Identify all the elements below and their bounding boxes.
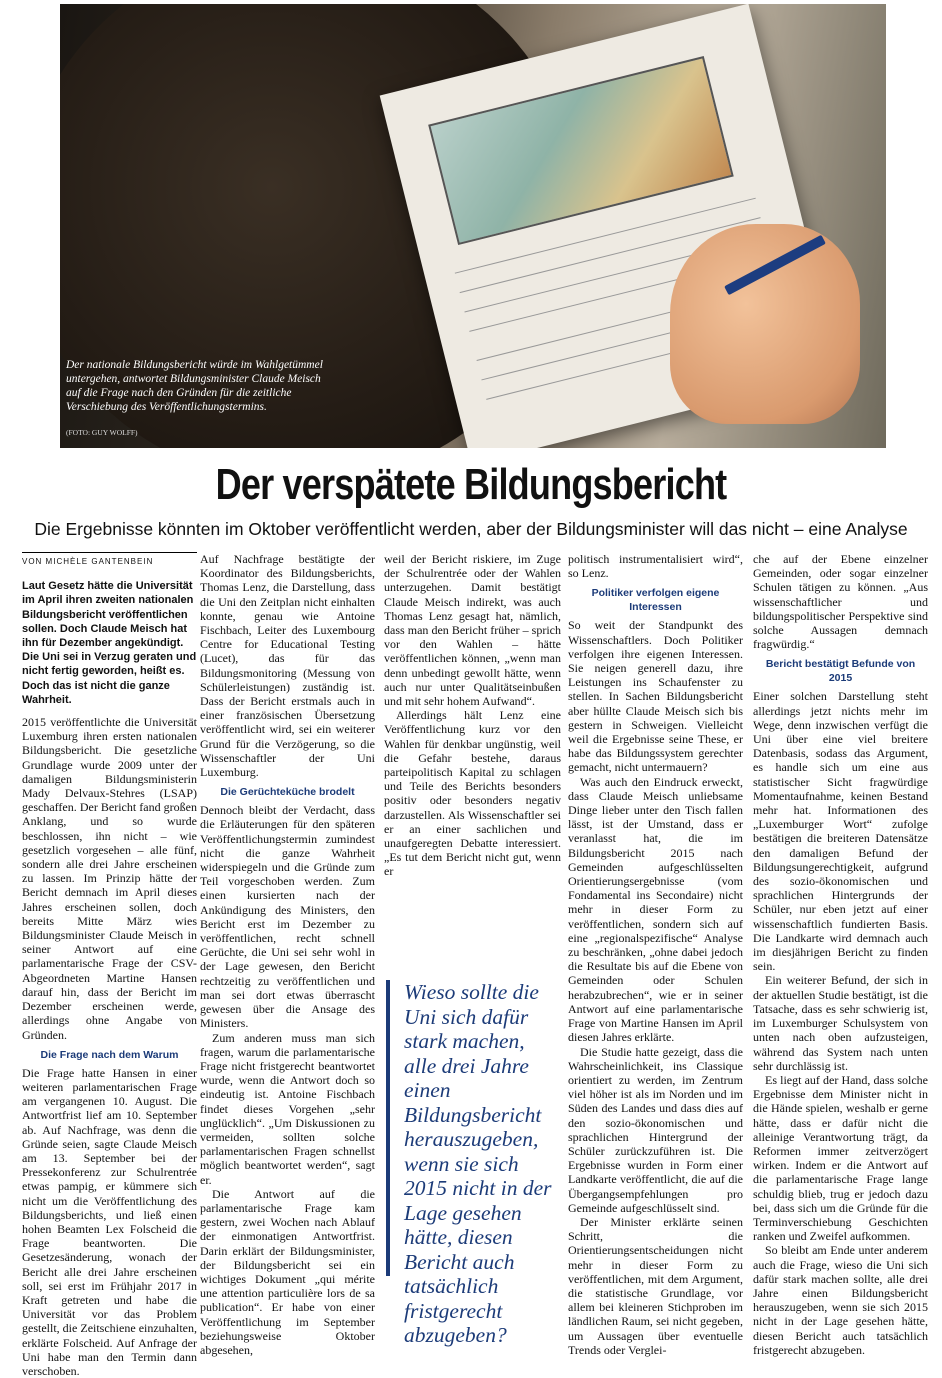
paragraph: So weit der Standpunkt des Wissenschaftlers. Doch Politiker verfolgen ihre eigenen Interessen. Sie neigen generell dazu, ihre Leistungen ins Schaufenster zu stellen. In Sachen Bildungsbericht aber hüllte Claude Meisch sich bis gestern in Schweigen. Vielleicht weil die Ergebnisse seine These, er habe das Bildungssystem gerechter gemacht, nicht untermauern?: [568, 618, 743, 775]
headline: Der verspätete Bildungsbericht: [215, 460, 727, 509]
column-2: [200, 552, 375, 1357]
pull-quote: Wieso sollte die Uni sich dafür stark machen, alle drei Jahre einen Bildungsbericht herauszugeben, wenn sie sich 2015 nicht in der Lage gesehen hätte, diesen Bericht auch tatsächlich fristgerecht abzugeben?: [386, 980, 561, 1276]
paragraph: che auf der Ebene einzelner Gemeinden, oder sogar einzelner Schulen tätigen zu können. „Aus wissenschaftlicher und bildungspolitischer Perspektive sind solche Aussagen demnach fragwürdig.“: [753, 552, 928, 652]
article-photo: [60, 4, 886, 448]
photo-caption: Der nationale Bildungsbericht würde im Wahlgetümmel untergehen, antwortet Bildungsminister Claude Meisch auf die Frage nach den Gründen für die zeitliche Verschiebung des Veröffentlichungstermins.: [66, 359, 323, 413]
worksheet-illustration: [428, 56, 734, 245]
column-3: [384, 552, 561, 879]
column-5: [753, 552, 928, 1357]
subheadline: Die Ergebnisse könnten im Oktober veröffentlicht werden, aber der Bildungsminister will das nicht – eine Analyse: [34, 519, 908, 539]
column-1: [22, 552, 197, 1378]
column-4: [568, 552, 743, 1357]
paragraph: Es liegt auf der Hand, dass solche Ergebnisse dem Minister nicht in die Hände spielen, weshalb er gerne hätte, dass er dafür nicht die alleinige Verantwortung trägt, da Reformen immer zeitverzögert wirken. Indem er die Antwort auf die parlamentarische Frage lange schuldig blieb, trug er jedoch dazu bei, dass sich um die Gründe für die Terminverschiebung Geschichten ranken und Zweifel aufkommen.: [753, 1072, 928, 1244]
subheading: Die Gerüchteküche brodelt: [220, 786, 355, 799]
paragraph: Ein weiterer Befund, der sich in der aktuellen Studie bestätigt, ist die Tatsache, dass es sehr schwierig ist, im Luxemburger Schulsystem von unten nach oben aufzusteigen, während das System nach unten sehr durchlässig ist.: [753, 973, 928, 1073]
paragraph: Einer solchen Darstellung steht allerdings jetzt nichts mehr im Wege, denn inzwischen verfügt die Uni über eine viel breitere Datenbasis, sodass das Argument, es handle sich um eine aus statistischer Sicht fragwürdige Momentaufnahme, keinen Bestand mehr hat. Informationen des „Luxemburger Wort“ zufolge bestätigen die breiteren Datensätze den damaligen Befund der Bildungsungerechtigkeit, aufgrund des sozio-ökonomischen und sprachlichen Hintergrunds der Schüler, nur eben jetzt auf einer wissenschaftlich fundierten Basis. Die Landkarte wird demnach auch im diesjährigen Bericht zu finden sein.: [753, 689, 928, 974]
paragraph: Was auch den Eindruck erweckt, dass Claude Meisch unliebsame Dinge lieber unter den Tisch fallen lässt, ist der Umstand, dass er veranlasst hat, die im Bildungsbericht 2015 nach Gemeinden aufgeschlüsselten Orientierungsergebnisse (vom Fondamental ins Secondaire) nicht mehr in dieser Form zu veröffentlichen, sondern sich auf eine „regionalspezifische“ Analyse zu beschränken, „ohne dabei jedoch die Resultate bis auf die Ebene von Gemeinden oder Schulen herabzubrechen“, wie er in seiner Antwort auf eine parlamentarische Frage von Martine Hansen im April diesen Jahres erklärte.: [568, 774, 743, 1045]
paragraph: Die Antwort auf die parlamentarische Frage kam gestern, zwei Wochen nach Ablauf der einmonatigen Antwortfrist. Darin erklärt der Bildungsminister, der Bildungsbericht sei ein wichtiges Dokument „qui mérite une attention particulière lors de sa publication“. Er habe von einer Veröffentlichung im September beziehungsweise Oktober abgesehen,: [200, 1186, 375, 1357]
subheading: Politiker verfolgen eigene Interessen: [591, 587, 720, 614]
photo-credit: (FOTO: GUY WOLFF): [66, 428, 138, 437]
paragraph: Dennoch bleibt der Verdacht, dass die Erläuterungen für den späteren Veröffentlichungstermin zumindest nicht die ganze Wahrheit widerspiegeln und die Gründe zum Teil vorgeschoben werden. Zum einen kursierten nach der Ankündigung des Ministers, den Bericht erst im Dezember zu veröffentlichen, recht schnell Gerüchte, die Uni sei sehr wohl in der Lage gewesen, den Bericht rechtzeitig zu veröffentlichen und man sei dort etwas überrascht gewesen über die Ansage des Ministers.: [200, 803, 375, 1031]
subheading: Bericht bestätigt Befunde von 2015: [765, 658, 916, 685]
byline: VON MICHÈLE GANTENBEIN: [22, 552, 197, 573]
paragraph: So bleibt am Ende unter anderem auch die Frage, wieso die Uni sich dafür stark machen sollte, alle drei Jahre einen Bildungsbericht herauszugeben, wenn sie sich 2015 nicht in der Lage gesehen hätte, diesen Bericht auch tatsächlich fristgerecht abzugeben.: [753, 1243, 928, 1357]
paragraph: weil der Bericht riskiere, im Zuge der Schulrentrée oder der Wahlen unterzugehen. Damit bestätigt Claude Meisch indirekt, was auch Thomas Lenz gesagt hat, nämlich, dass man den Bericht früher – sprich vor den Wahlen – hätte veröffentlichen können, „wenn man denn unbedingt gewollt hätte, wenn auch nur unter Qualitätseinbußen und mit sehr hohem Aufwand“.: [384, 552, 561, 709]
child-hand: [670, 224, 860, 424]
subheading: Die Frage nach dem Warum: [40, 1048, 179, 1061]
paragraph: Auf Nachfrage bestätigte der Koordinator des Bildungsberichts, Thomas Lenz, die Darstellung, dass die Uni den Zeitplan nicht einhalten konnte, genau wie Antoine Fischbach, Leiter des Luxembourg Centre for Educational Testing (Lucet), das für das Bildungsmonitoring (Messung von Schülerleistungen) zuständig ist. Dass der Bericht erstmals auch in einer französischen Übersetzung veröffentlicht wird, sei ein weiterer Grund für die Verzögerung, so die Wissenschaftler der Uni Luxemburg.: [200, 552, 375, 780]
paragraph: Die Frage hatte Hansen in einer weiteren parlamentarischen Frage am vergangenen 10. August. Die Antwortfrist lief am 10. September ab. Auf Nachfrage, was denn die Gründe seien, sagte Claude Meisch am 13. September bei der Pressekonferenz zur Schulrentrée etwas pampig, er kümmere sich nicht um die Veröffentlichung des Bildungsberichts, und ließ einen hohen Beamten Lex Folscheid die Frage beantworten. Die Gesetzesänderung, wonach der Bericht alle drei Jahre erscheinen soll, sei erst im Frühjahr 2017 in Kraft getreten und habe die Universität vor das Problem gestellt, die Zeitschiene einzuhalten, erklärte Folscheid. Auf Anfrage der Uni habe man den Termin dann verschoben.: [22, 1065, 197, 1378]
paragraph: Die Studie hatte gezeigt, dass die Wahrscheinlichkeit, ins Classique orientiert zu werden, im Zentrum viel höher ist als im Norden und im Süden des Landes und dass dies auf den sozio-ökonomischen und sprachlichen Hintergrund der Schüler zurückzuführen ist. Die Ergebnisse wurden in Form einer Landkarte veröffentlicht, die auf die Übergangsempfehlungen pro Gemeinde aufgeschlüsselt sind.: [568, 1044, 743, 1215]
paragraph: 2015 veröffentlichte die Universität Luxemburg ihren ersten nationalen Bildungsbericht. Die gesetzliche Grundlage wurde 2009 unter der damaligen Bildungsministerin Mady Delvaux-Stehres (LSAP) geschaffen. Der Bericht fand großen Anklang, und so wurde beschlossen, ihn nicht – wie gesetzlich vorgesehen – alle fünf, sondern alle drei Jahre erscheinen zu lassen. Im Prinzip hätte der Bericht demnach im April dieses Jahres erscheinen sollen, doch bereits Mitte März wies Bildungsminister Claude Meisch in seiner Antwort auf eine parlamentarische Frage der CSV-Abgeordneten Martine Hansen darauf hin, dass der Bericht im Dezember erscheinen werde, allerdings ohne Angabe von Gründen.: [22, 715, 197, 1042]
paragraph: politisch instrumentalisiert wird“, so Lenz.: [568, 552, 743, 581]
paragraph: Der Minister erklärte seinen Schritt, die Orientierungsentscheidungen nicht mehr in dieser Form zu veröffentlichen, mit dem Argument, die statistische Grundlage, vor allem bei kleineren Stichproben im ländlichen Raum, sei nicht gegeben, um Aussagen über eventuelle Trends oder Verglei-: [568, 1214, 743, 1357]
lede: Laut Gesetz hätte die Universität im April ihren zweiten nationalen Bildungsbericht veröffentlichen sollen. Doch Claude Meisch hat ihn für Dezember angekündigt. Die Uni sei in Verzug geraten und nicht fertig geworden, heißt es. Doch das ist nicht die ganze Wahrheit.: [22, 580, 197, 706]
paragraph: Allerdings hält Lenz eine Veröffentlichung kurz vor den Wahlen für denkbar ungünstig, weil die Gefahr bestehe, daraus parteipolitisch Kapital zu schlagen und Teile des Berichts besonders positiv oder besonders negativ darzustellen. Als Wissenschaftler sei er an einer sachlichen und unaufgeregten Debatte interessiert. „Es tut dem Bericht nicht gut, wenn er: [384, 708, 561, 879]
paragraph: Zum anderen muss man sich fragen, warum die parlamentarische Frage nicht fristgerecht beantwortet wurde, wenn die Antwort doch so eindeutig ist. Antoine Fischbach findet dieses Vorgehen „sehr unglücklich“. „Um Diskussionen zu vermeiden, sollten solche parlamentarischen Fragen schnellst möglich beantwortet werden“, sagt er.: [200, 1030, 375, 1187]
